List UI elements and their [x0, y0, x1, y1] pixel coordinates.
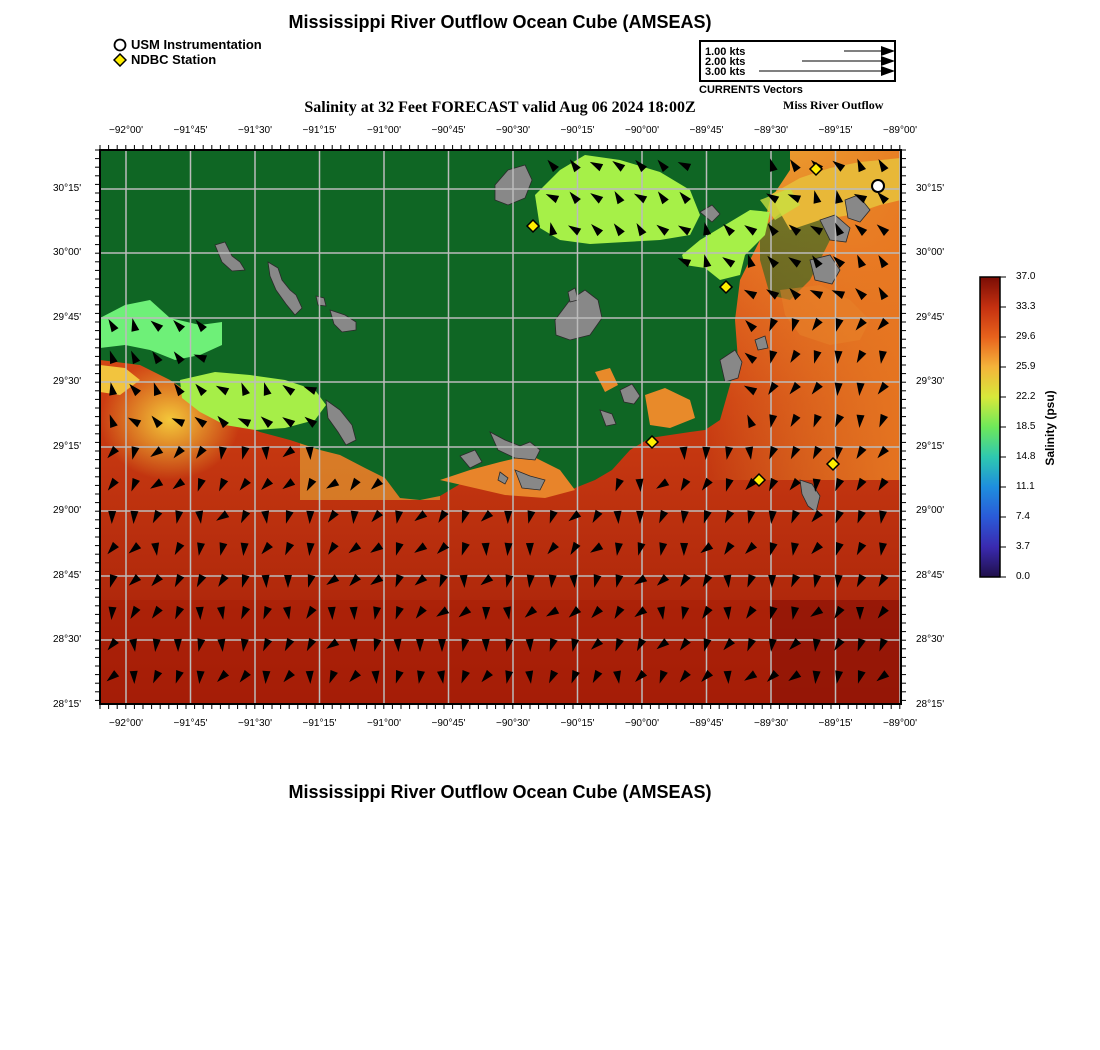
vector-key-title: CURRENTS Vectors: [699, 84, 803, 96]
lat-tick-label-left: 29°00': [53, 505, 82, 516]
footer-title: Mississippi River Outflow Ocean Cube (AMSEAS): [288, 782, 712, 802]
lat-tick-label-right: 28°15': [916, 699, 945, 710]
page-title: Mississippi River Outflow Ocean Cube (AMSEAS): [288, 12, 712, 32]
lon-tick-label-bottom: −91°00': [367, 718, 401, 729]
colorbar-tick-label: 37.0: [1016, 271, 1036, 282]
colorbar-tick-label: 0.0: [1016, 571, 1030, 582]
lon-tick-label-bottom: −90°15': [560, 718, 595, 729]
legend-usm-label: USM Instrumentation: [131, 37, 262, 52]
lon-tick-label-top: −90°45': [431, 125, 466, 136]
colorbar-tick-label: 14.8: [1016, 451, 1036, 462]
lon-tick-label-top: −91°00': [367, 125, 401, 136]
colorbar-tick-label: 22.2: [1016, 391, 1036, 402]
lat-tick-label-right: 30°00': [916, 247, 945, 258]
colorbar-tick-label: 33.3: [1016, 301, 1036, 312]
lat-tick-label-left: 28°45': [53, 570, 82, 581]
lat-tick-label-right: 29°15': [916, 441, 945, 452]
lat-tick-label-left: 29°45': [53, 312, 82, 323]
colorbar-tick-label: 18.5: [1016, 421, 1036, 432]
vector-key-speed-2: 2.00 kts: [705, 56, 746, 68]
lon-tick-label-top: −89°30': [754, 125, 788, 136]
lon-tick-label-bottom: −89°30': [754, 718, 788, 729]
lon-tick-label-top: −90°15': [560, 125, 595, 136]
lon-tick-label-bottom: −90°30': [496, 718, 530, 729]
lon-tick-label-top: −91°30': [238, 125, 272, 136]
lon-tick-label-top: −89°00': [883, 125, 917, 136]
usm-station-marker: [872, 180, 884, 192]
colorbar-tick-label: 11.1: [1016, 481, 1035, 492]
lat-tick-label-right: 30°15': [916, 183, 945, 194]
lon-tick-label-bottom: −89°00': [883, 718, 917, 729]
colorbar-tick-label: 29.6: [1016, 331, 1036, 342]
lat-tick-label-right: 28°30': [916, 634, 945, 645]
lon-tick-label-top: −90°30': [496, 125, 530, 136]
lon-tick-label-bottom: −91°30': [238, 718, 272, 729]
lat-tick-label-left: 30°00': [53, 247, 82, 258]
lon-tick-label-top: −92°00': [109, 125, 143, 136]
lon-tick-label-bottom: −90°45': [431, 718, 466, 729]
colorbar-title: Salinity (psu): [1043, 390, 1057, 466]
lon-tick-label-top: −90°00': [625, 125, 659, 136]
lon-tick-label-bottom: −90°00': [625, 718, 659, 729]
lat-tick-label-left: 28°30': [53, 634, 82, 645]
colorbar-tick-label: 7.4: [1016, 511, 1030, 522]
lon-tick-label-bottom: −89°15': [818, 718, 853, 729]
legend-ndbc-label: NDBC Station: [131, 52, 217, 67]
lat-tick-label-right: 29°45': [916, 312, 945, 323]
lon-tick-label-bottom: −91°15': [302, 718, 337, 729]
map-subtitle: Salinity at 32 Feet FORECAST valid Aug 06 2024 18:00Z: [304, 99, 696, 116]
lon-tick-label-top: −89°45': [689, 125, 724, 136]
vector-key-speed-1: 1.00 kts: [705, 46, 746, 58]
lon-tick-label-bottom: −92°00': [109, 718, 143, 729]
lon-tick-label-bottom: −91°45': [173, 718, 208, 729]
lat-tick-label-left: 29°30': [53, 376, 82, 387]
lat-tick-label-right: 28°45': [916, 570, 945, 581]
lon-tick-label-top: −91°15': [302, 125, 337, 136]
lat-tick-label-left: 28°15': [53, 699, 82, 710]
colorbar-tick-label: 3.7: [1016, 541, 1030, 552]
vector-key-speed-3: 3.00 kts: [705, 66, 746, 78]
colorbar-tick-label: 25.9: [1016, 361, 1036, 372]
lon-tick-label-bottom: −89°45': [689, 718, 724, 729]
lat-tick-label-left: 29°15': [53, 441, 82, 452]
region-label: Miss River Outflow: [783, 98, 884, 112]
lat-tick-label-right: 29°00': [916, 505, 945, 516]
lon-tick-label-top: −89°15': [818, 125, 853, 136]
lat-tick-label-left: 30°15': [53, 183, 82, 194]
colorbar: [978, 275, 1008, 579]
lon-tick-label-top: −91°45': [173, 125, 208, 136]
lat-tick-label-right: 29°30': [916, 376, 945, 387]
